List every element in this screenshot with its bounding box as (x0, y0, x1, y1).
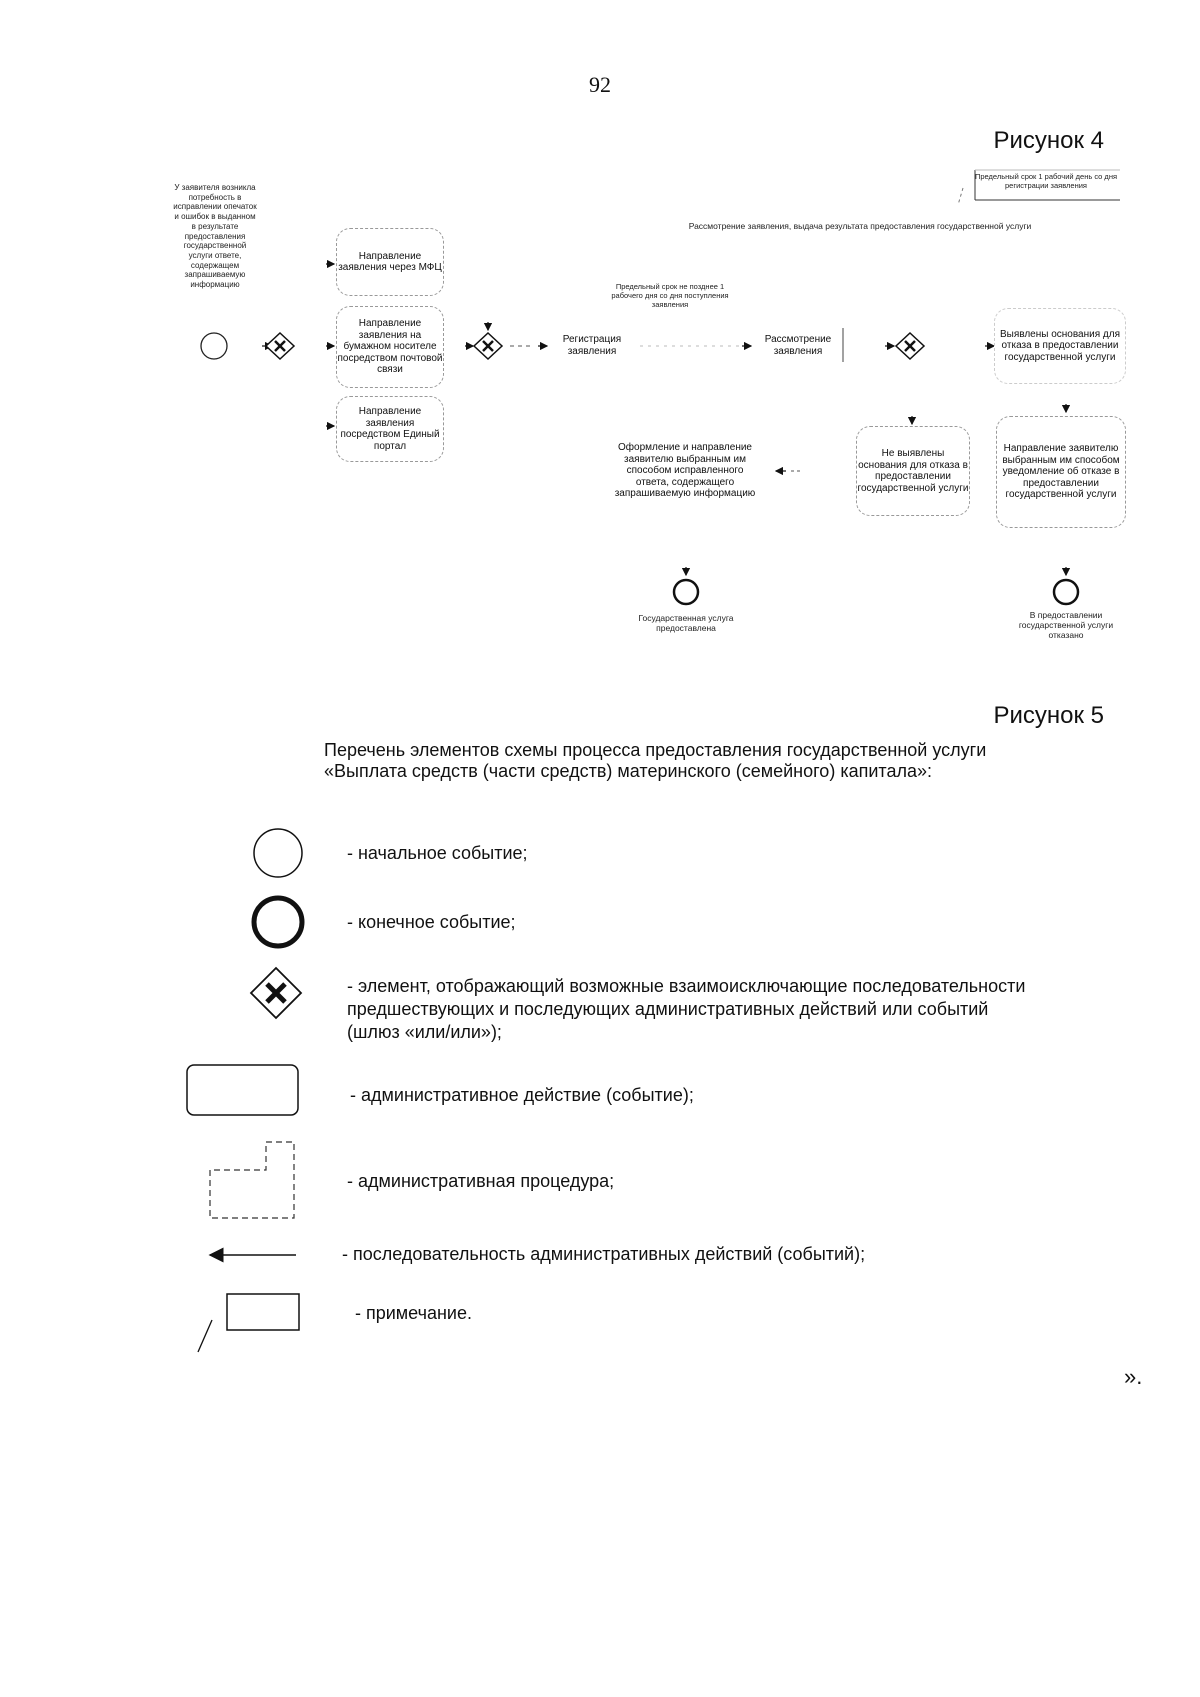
legend-start-event-text: - начальное событие; (347, 843, 528, 863)
send-refusal (996, 416, 1126, 528)
legend-procedure-icon (210, 1142, 294, 1218)
legend-note-icon (198, 1294, 299, 1352)
preparation-action: Оформление и направление заявителю выбранным им способом исправленного ответа, содержащего запрашиваемую информацию (614, 442, 756, 499)
no-grounds (856, 426, 970, 516)
review-action: Рассмотрение заявления (764, 334, 832, 357)
channel-post-label: Направление заявления на бумажном носителе посредством почтовой связи (337, 318, 443, 376)
end-provided-label: Государственная услуга предоставлена (638, 613, 734, 633)
end-refused-label: В предоставлении государственной услуги отказано (1018, 610, 1114, 640)
end-event-provided-shape (674, 580, 698, 604)
figure4-title: Рисунок 4 (993, 127, 1104, 154)
send-refusal-label: Направление заявителю выбранным им способом уведомление об отказе в предоставлении государственной услуги (1002, 443, 1120, 501)
legend-symbols (0, 820, 340, 1360)
channel-mfc-label: Направление заявления через МФЦ (338, 250, 442, 273)
gateway-3-shape (896, 333, 924, 359)
end-event-refused-shape (1054, 580, 1078, 604)
legend-sequence-text: - последовательность административных действий (событий); (342, 1244, 866, 1264)
channel-portal (336, 396, 444, 462)
grounds-found-label: Выявлены основания для отказа в предоставлении государственной услуги (999, 328, 1121, 363)
legend-gateway-line2: предшествующих и последующих административных действий или событий (347, 999, 989, 1019)
page-number: 92 (589, 72, 611, 97)
legend-action-text: - административное действие (событие); (350, 1085, 694, 1105)
legend-end-event-text: - конечное событие; (347, 912, 516, 932)
registration-action: Регистрация заявления (562, 334, 622, 357)
channel-post (336, 306, 444, 388)
start-event-shape (201, 333, 227, 359)
legend-gateway-icon (251, 968, 301, 1018)
start-event-label: У заявителя возникла потребность в исправлении опечаток и ошибок в выданном в результате предоставления государственной услуги ответе, содержащем запрашиваемую информацию (173, 183, 257, 290)
registration-note: Предельный срок не позднее 1 рабочего дня со дня поступления заявления (611, 282, 729, 309)
gateway-1-shape (266, 333, 294, 359)
legend-gateway-line1: - элемент, отображающий возможные взаимоисключающие последовательности (347, 976, 1026, 996)
legend-start-event-icon (254, 829, 302, 877)
legend-procedure-text: - административная процедура; (347, 1171, 615, 1191)
no-grounds-label: Не выявлены основания для отказа в предоставлении государственной услуги (857, 448, 969, 494)
figure5-title: Рисунок 5 (993, 702, 1104, 729)
closing-quote: ». (1124, 1364, 1143, 1389)
legend-gateway-text (347, 975, 1147, 1044)
legend-gateway-line3: (шлюз «или/или»); (347, 1022, 502, 1042)
legend-action-icon (187, 1065, 298, 1115)
grounds-found (994, 308, 1126, 384)
gateway-2-shape (474, 333, 502, 359)
diagram-header: Рассмотрение заявления, выдача результата предоставления государственной услуги (688, 221, 1032, 231)
legend-end-event-icon (254, 898, 302, 946)
top-note: Предельный срок 1 рабочий день со дня регистрации заявления (974, 172, 1118, 190)
channel-mfc (336, 228, 444, 296)
legend-heading-line2: «Выплата средств (части средств) материнского (семейного) капитала»: (324, 761, 932, 781)
channel-portal-label: Направление заявления посредством Единый портал (340, 406, 440, 452)
legend-heading-line1: Перечень элементов схемы процесса предоставления государственной услуги (324, 740, 987, 760)
legend-note-text: - примечание. (355, 1303, 472, 1323)
